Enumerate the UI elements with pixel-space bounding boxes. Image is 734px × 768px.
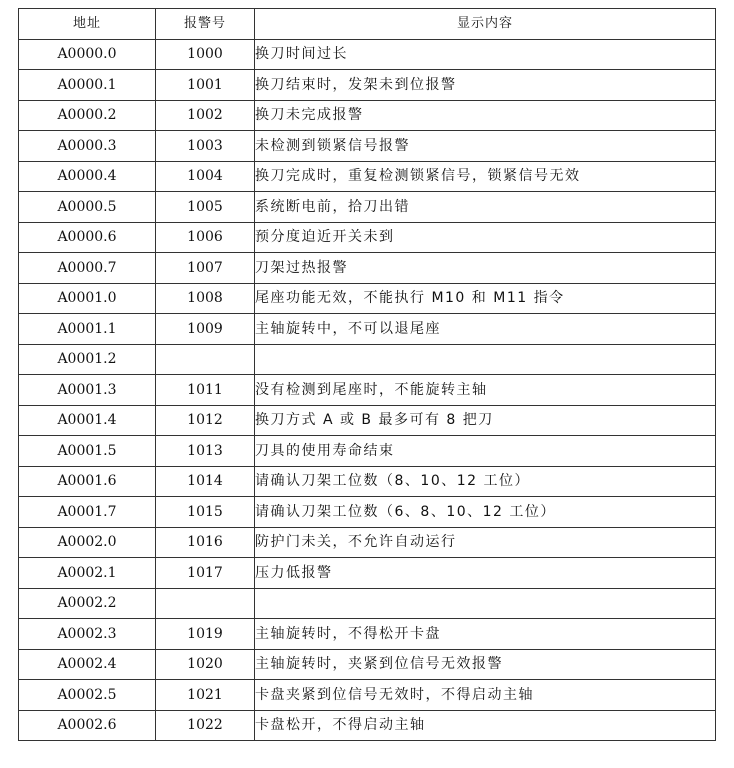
table-row	[19, 283, 716, 314]
address-cell: A0001.6	[19, 466, 156, 497]
message-cell: 换刀方式 A 或 B 最多可有 8 把刀	[255, 405, 716, 436]
table-row	[19, 100, 716, 131]
alarm-no-cell: 1008	[156, 283, 255, 314]
table-row	[19, 466, 716, 497]
table-row	[19, 527, 716, 558]
alarm-no-cell: 1009	[156, 314, 255, 345]
message-cell: 主轴旋转中，不可以退尾座	[255, 314, 716, 345]
table-row	[19, 161, 716, 192]
alarm-no-cell: 1006	[156, 222, 255, 253]
message-cell: 卡盘松开，不得启动主轴	[255, 710, 716, 741]
address-cell: A0000.3	[19, 131, 156, 162]
table-row	[19, 375, 716, 406]
address-cell: A0002.5	[19, 680, 156, 711]
address-cell: A0002.2	[19, 588, 156, 619]
alarm-no-cell: 1022	[156, 710, 255, 741]
message-cell: 尾座功能无效，不能执行 M10 和 M11 指令	[255, 283, 716, 314]
address-cell: A0002.4	[19, 649, 156, 680]
message-cell: 换刀结束时，发架未到位报警	[255, 70, 716, 101]
message-cell: 防护门未关，不允许自动运行	[255, 527, 716, 558]
address-cell: A0001.5	[19, 436, 156, 467]
message-cell: 主轴旋转时，不得松开卡盘	[255, 619, 716, 650]
address-cell: A0001.7	[19, 497, 156, 528]
alarm-table	[18, 8, 716, 741]
address-cell: A0001.3	[19, 375, 156, 406]
message-cell: 预分度迫近开关未到	[255, 222, 716, 253]
message-cell	[255, 588, 716, 619]
alarm-no-cell: 1019	[156, 619, 255, 650]
address-cell: A0000.2	[19, 100, 156, 131]
message-cell	[255, 344, 716, 375]
alarm-no-cell: 1017	[156, 558, 255, 589]
alarm-no-cell: 1007	[156, 253, 255, 284]
table-row	[19, 405, 716, 436]
address-cell: A0000.5	[19, 192, 156, 223]
alarm-table-body	[19, 39, 716, 741]
table-row	[19, 70, 716, 101]
alarm-no-cell: 1003	[156, 131, 255, 162]
address-cell: A0001.1	[19, 314, 156, 345]
table-row	[19, 710, 716, 741]
header-message: 显示内容	[255, 9, 716, 40]
message-cell: 未检测到锁紧信号报警	[255, 131, 716, 162]
table-row	[19, 680, 716, 711]
table-row	[19, 314, 716, 345]
alarm-no-cell: 1013	[156, 436, 255, 467]
address-cell: A0000.0	[19, 39, 156, 70]
alarm-no-cell: 1005	[156, 192, 255, 223]
table-row	[19, 436, 716, 467]
address-cell: A0001.2	[19, 344, 156, 375]
alarm-no-cell: 1011	[156, 375, 255, 406]
message-cell: 换刀时间过长	[255, 39, 716, 70]
address-cell: A0002.6	[19, 710, 156, 741]
message-cell: 请确认刀架工位数（8、10、12 工位）	[255, 466, 716, 497]
message-cell: 刀架过热报警	[255, 253, 716, 284]
table-row	[19, 192, 716, 223]
table-row	[19, 131, 716, 162]
message-cell: 卡盘夹紧到位信号无效时，不得启动主轴	[255, 680, 716, 711]
message-cell: 换刀未完成报警	[255, 100, 716, 131]
address-cell: A0002.1	[19, 558, 156, 589]
address-cell: A0000.6	[19, 222, 156, 253]
alarm-no-cell: 1004	[156, 161, 255, 192]
table-row	[19, 558, 716, 589]
header-alarm-no: 报警号	[156, 9, 255, 40]
address-cell: A0000.7	[19, 253, 156, 284]
address-cell: A0001.0	[19, 283, 156, 314]
address-cell: A0000.4	[19, 161, 156, 192]
alarm-no-cell: 1015	[156, 497, 255, 528]
table-row	[19, 497, 716, 528]
message-cell: 压力低报警	[255, 558, 716, 589]
address-cell: A0002.0	[19, 527, 156, 558]
alarm-no-cell: 1021	[156, 680, 255, 711]
alarm-no-cell: 1002	[156, 100, 255, 131]
message-cell: 系统断电前，拾刀出错	[255, 192, 716, 223]
message-cell: 刀具的使用寿命结束	[255, 436, 716, 467]
table-row	[19, 222, 716, 253]
table-row	[19, 619, 716, 650]
alarm-no-cell: 1001	[156, 70, 255, 101]
message-cell: 换刀完成时，重复检测锁紧信号，锁紧信号无效	[255, 161, 716, 192]
alarm-no-cell	[156, 344, 255, 375]
message-cell: 没有检测到尾座时，不能旋转主轴	[255, 375, 716, 406]
address-cell: A0000.1	[19, 70, 156, 101]
header-address: 地址	[19, 9, 156, 40]
table-row	[19, 588, 716, 619]
table-row	[19, 39, 716, 70]
table-row	[19, 344, 716, 375]
alarm-no-cell: 1000	[156, 39, 255, 70]
alarm-no-cell	[156, 588, 255, 619]
address-cell: A0002.3	[19, 619, 156, 650]
message-cell: 请确认刀架工位数（6、8、10、12 工位）	[255, 497, 716, 528]
address-cell: A0001.4	[19, 405, 156, 436]
header-row	[19, 9, 716, 40]
message-cell: 主轴旋转时，夹紧到位信号无效报警	[255, 649, 716, 680]
table-row	[19, 649, 716, 680]
alarm-no-cell: 1012	[156, 405, 255, 436]
alarm-no-cell: 1020	[156, 649, 255, 680]
alarm-no-cell: 1016	[156, 527, 255, 558]
table-row	[19, 253, 716, 284]
alarm-no-cell: 1014	[156, 466, 255, 497]
